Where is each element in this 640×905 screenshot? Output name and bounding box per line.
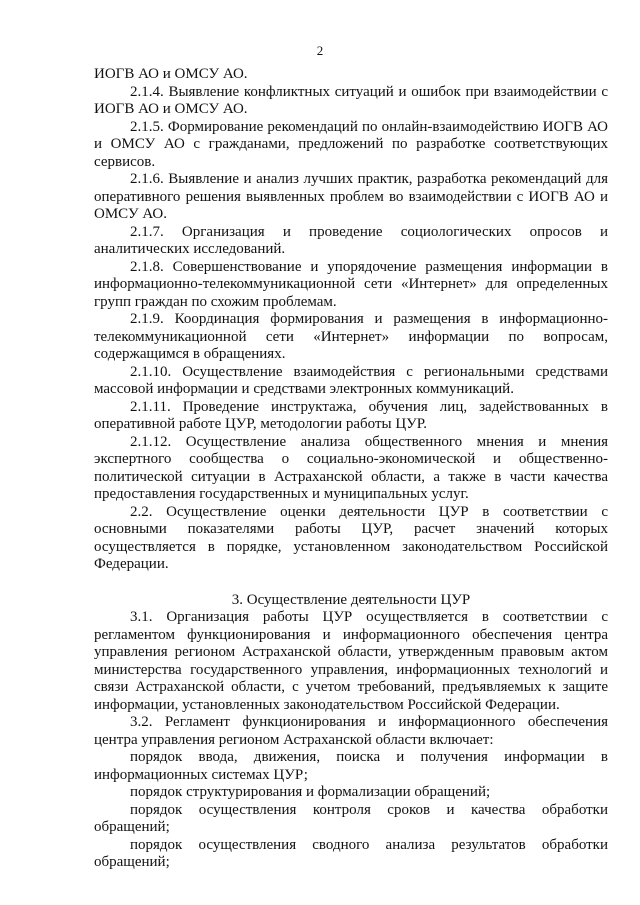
paragraph-3-1: 3.1. Организация работы ЦУР осуществляется в соответствии с регламентом функционирования и информационного обеспечения центра управления регионом Астраханской области, утвержденным правовым актом министерства государственного управления, информационных технологий и связи Астраханской области, с учетом требований, предъявляемых к защите информации, установленных законодательством Российской Федерации. — [94, 609, 608, 713]
paragraph-3-2: 3.2. Регламент функционирования и информационного обеспечения центра управления регионом Астраханской области включает: — [94, 714, 608, 748]
paragraph-2-1-6: 2.1.6. Выявление и анализ лучших практик, разработка рекомендаций для оперативного решения выявленных проблем во взаимодействии с ИОГВ АО и ОМСУ АО. — [94, 171, 608, 222]
document-body — [94, 66, 608, 872]
paragraph-continuation: ИОГВ АО и ОМСУ АО. — [94, 66, 248, 82]
paragraph-2-1-11: 2.1.11. Проведение инструктажа, обучения лиц, задействованных в оперативной работе ЦУР, методологии работы ЦУР. — [94, 398, 608, 432]
paragraph-2-1-8: 2.1.8. Совершенствование и упорядочение размещения информации в информационно-телекоммуникационной сети «Интернет» для определенных групп граждан по схожим проблемам. — [94, 258, 608, 310]
paragraph-2-1-7: 2.1.7. Организация и проведение социологических опросов и аналитических исследований. — [94, 223, 608, 257]
list-item: порядок осуществления сводного анализа результатов обработки обращений; — [94, 836, 608, 870]
paragraph-2-2: 2.2. Осуществление оценки деятельности ЦУР в соответствии с основными показателями работы ЦУР, расчет значений которых осуществляется в порядке, установленном законодательством Российской Федерации. — [94, 503, 608, 572]
paragraph-2-1-5: 2.1.5. Формирование рекомендаций по онлайн-взаимодействию ИОГВ АО и ОМСУ АО с гражданами, предложений по разработке соответствующих сервисов. — [94, 118, 608, 170]
section-3-heading: 3. Осуществление деятельности ЦУР — [231, 591, 471, 608]
paragraph-2-1-10: 2.1.10. Осуществление взаимодействия с региональными средствами массовой информации и средствами электронных коммуникаций. — [94, 363, 608, 397]
paragraph-2-1-4: 2.1.4. Выявление конфликтных ситуаций и ошибок при взаимодействии с ИОГВ АО и ОМСУ АО. — [94, 83, 608, 117]
paragraph-2-1-12: 2.1.12. Осуществление анализа общественного мнения и мнения экспертного сообщества о социально-экономической и общественно-политической ситуации в Астраханской области, а также в части качества предоставления государственных и муниципальных услуг. — [94, 433, 608, 502]
page-number: 2 — [316, 43, 324, 58]
paragraph-2-1-9: 2.1.9. Координация формирования и размещения в информационно-телекоммуникационной сети «Интернет» информации по вопросам, содержащимся в обращениях. — [94, 311, 608, 362]
list-item: порядок структурирования и формализации обращений; — [130, 784, 491, 800]
list-item: порядок ввода, движения, поиска и получения информации в информационных системах ЦУР; — [94, 749, 608, 783]
list-item: порядок осуществления контроля сроков и качества обработки обращений; — [94, 801, 608, 835]
